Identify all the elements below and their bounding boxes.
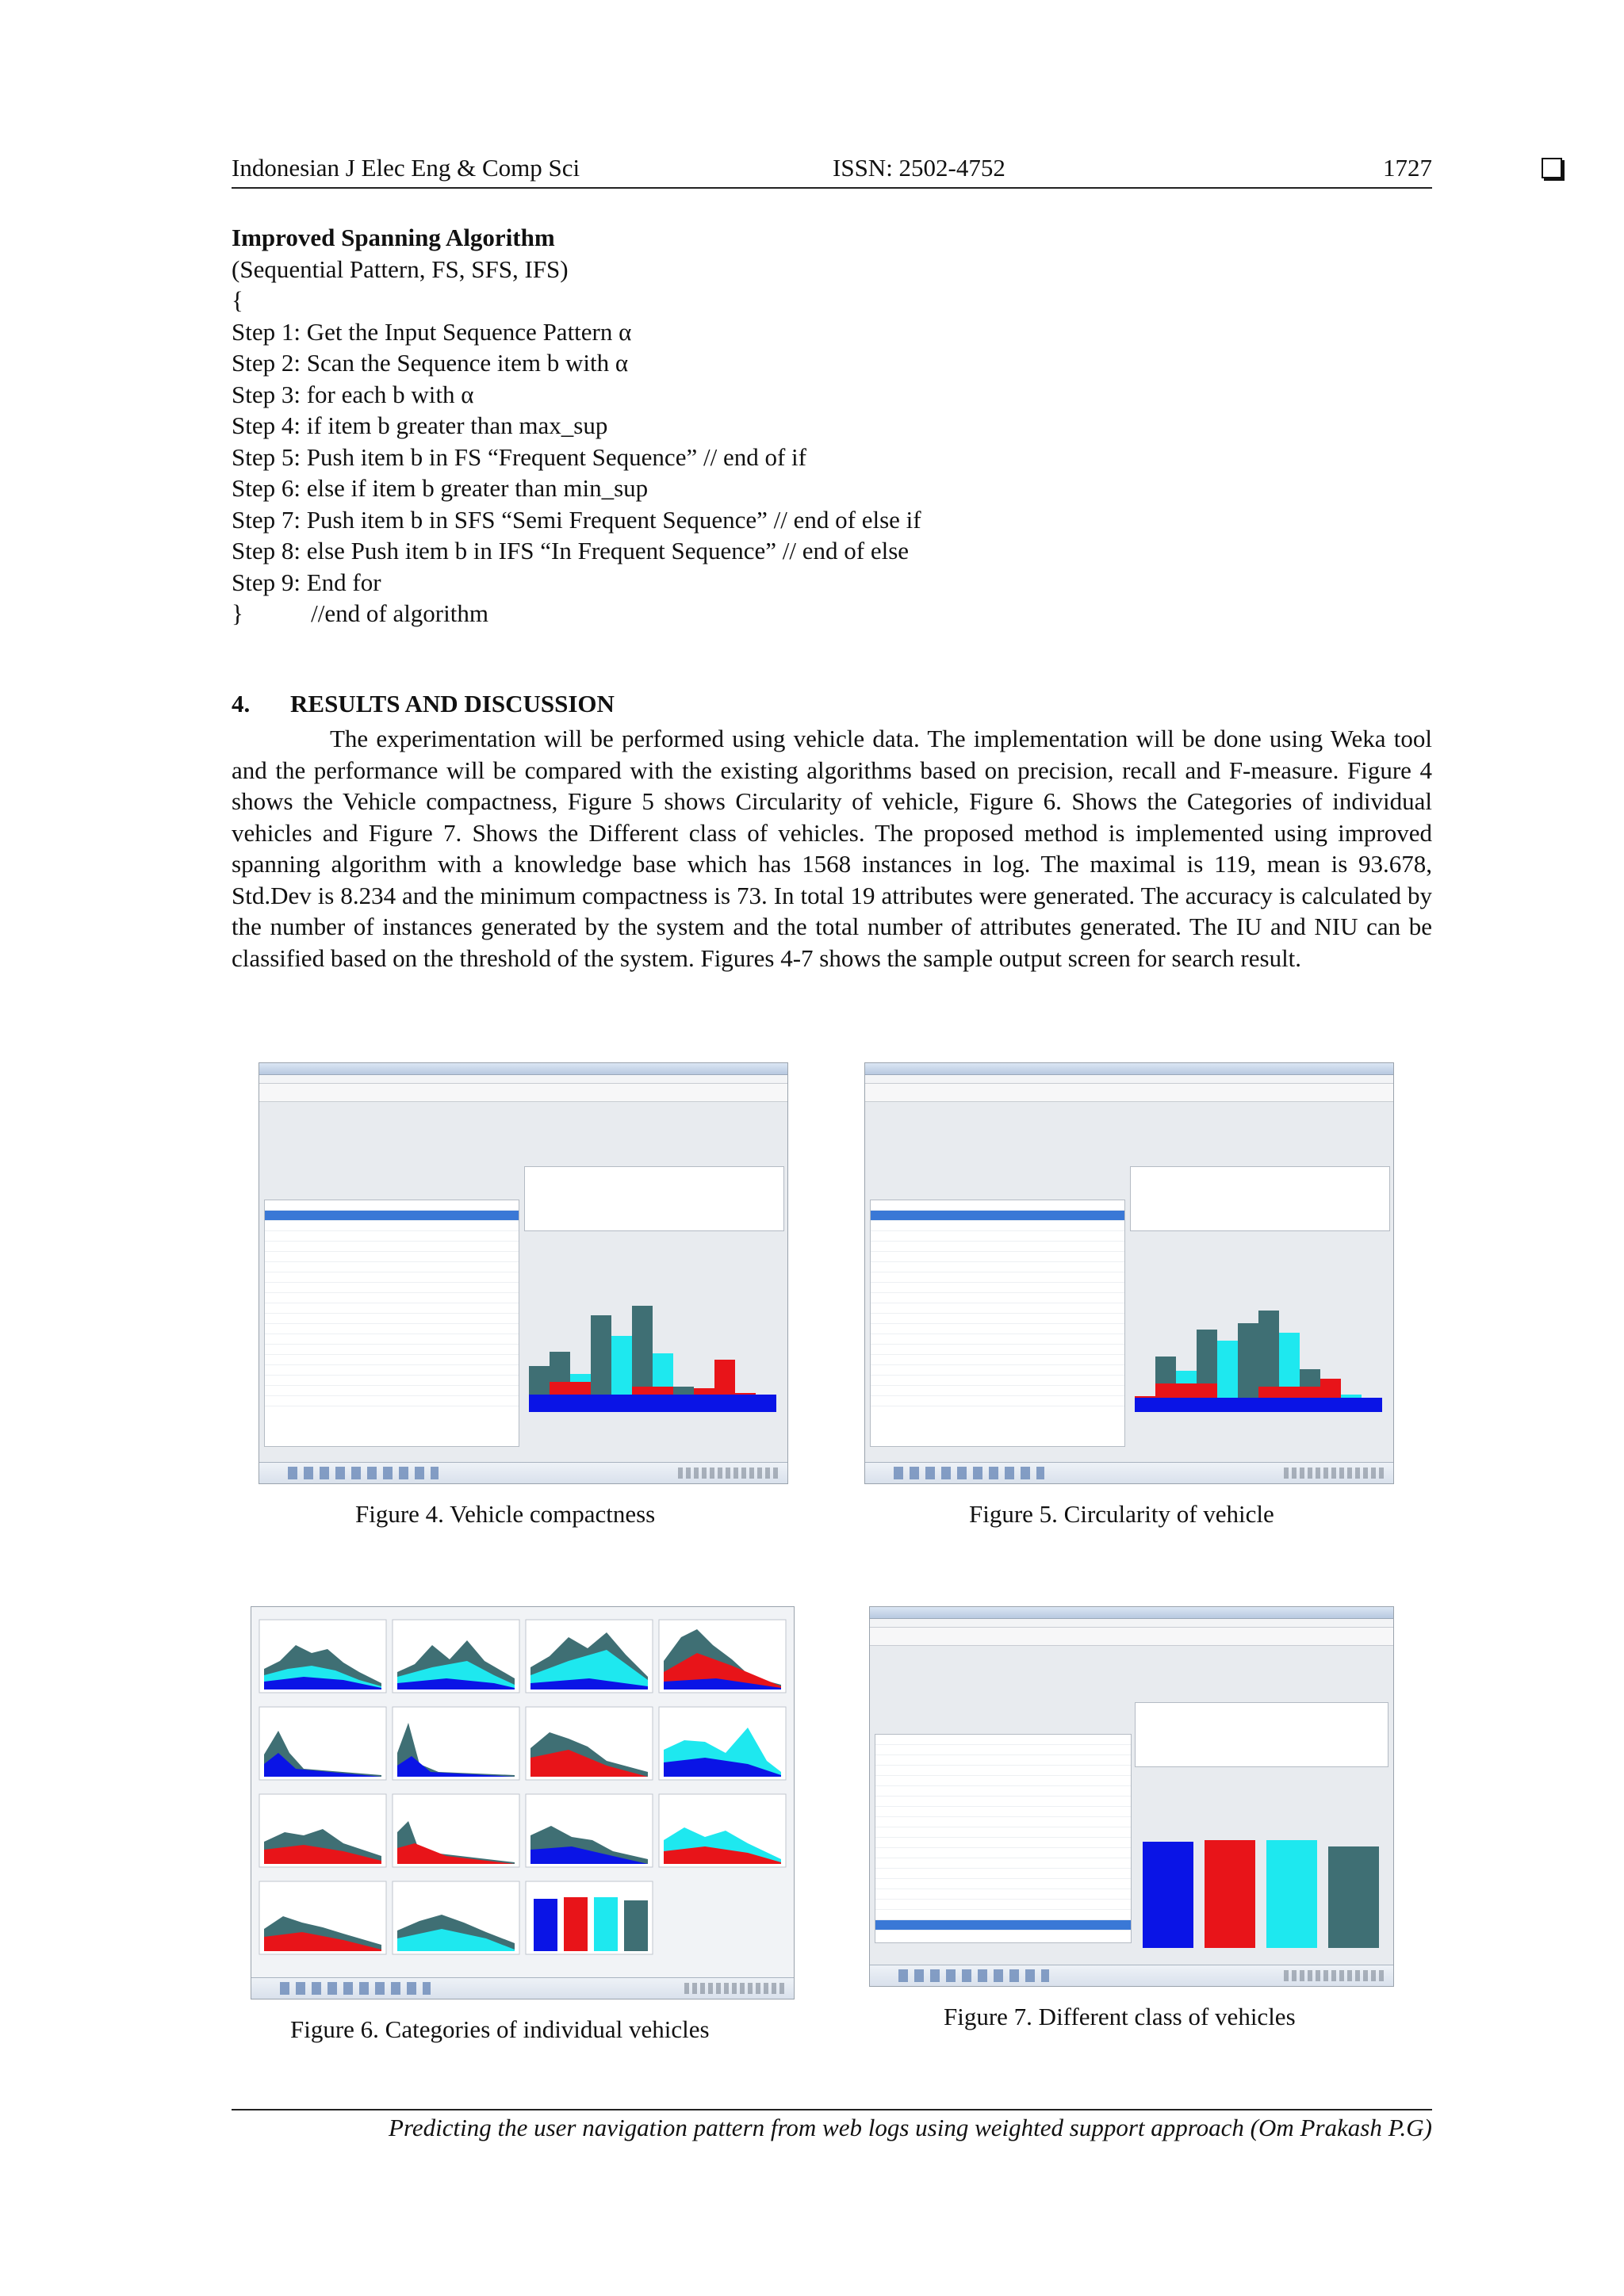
attribute-list [264, 1200, 519, 1447]
section-number: 4. [232, 690, 251, 718]
statistics-panel [524, 1166, 784, 1231]
figure-5-screenshot [864, 1062, 1394, 1484]
figure-6-screenshot [251, 1606, 795, 1999]
algorithm-step: Step 5: Push item b in FS “Frequent Sequence” // end of if [232, 442, 806, 471]
window-toolbar [870, 1628, 1393, 1646]
window-toolbar [259, 1084, 787, 1102]
figure-4-caption: Figure 4. Vehicle compactness [355, 1500, 656, 1528]
class-bar [1266, 1840, 1317, 1948]
algorithm-step: Step 7: Push item b in SFS “Semi Frequent Sequence” // end of else if [232, 505, 921, 534]
running-header [232, 152, 1432, 189]
window-tabs [865, 1075, 1393, 1084]
system-tray [684, 1983, 787, 1994]
results-paragraph: The experimentation will be performed using vehicle data. The implementation will be done using Weka tool and the performance will be compared with the existing algorithms based on precision, recall and F-measure. Figure 4 shows the Vehicle compactness, Figure 5 shows Circularity of vehicle, Figure 6. Shows the Categories of individual vehicles and Figure 7. Shows the Different class of vehicles. The proposed method is implemented using improved spanning algorithm with a knowledge base which has 1568 instances in log. The maximal is 119, mean is 93.678, Std.Dev is 8.234 and the minimum compactness is 73. In total 19 attributes were generated. The accuracy is calculated by the number of instances generated by the system and the total number of attributes generated. The IU and NIU can be classified based on the threshold of the system. Figures 4-7 shows the sample output screen for search result. [232, 725, 1432, 972]
class-histogram [1132, 1301, 1390, 1444]
class-bar [1328, 1846, 1379, 1948]
algorithm-step: Step 4: if item b greater than max_sup [232, 411, 608, 439]
window-tabs [870, 1619, 1393, 1628]
class-distribution-chart [1136, 1813, 1388, 1948]
algorithm-title: Improved Spanning Algorithm [232, 224, 555, 251]
footer-rule [232, 2109, 1432, 2110]
statistics-panel [1135, 1702, 1388, 1767]
system-tray [1284, 1970, 1387, 1981]
algorithm-open-brace: { [232, 286, 243, 314]
window-title-bar [865, 1063, 1393, 1075]
attribute-list [875, 1734, 1132, 1943]
algorithm-signature: (Sequential Pattern, FS, SFS, IFS) [232, 254, 569, 283]
section-title: RESULTS AND DISCUSSION [290, 690, 615, 718]
figure-7-caption: Figure 7. Different class of vehicles [944, 2003, 1296, 2030]
algorithm-step: Step 8: else Push item b in IFS “In Frequent Sequence” // end of else [232, 537, 910, 564]
class-histogram [526, 1301, 784, 1444]
algorithm-close-line: } //end of algorithm [232, 599, 488, 627]
figure-6-caption: Figure 6. Categories of individual vehicles [290, 2015, 710, 2043]
taskbar-icons [288, 1467, 439, 1479]
issn: ISSN: 2502-4752 [833, 154, 1005, 182]
class-bar [624, 1900, 648, 1951]
page-number: 1727 [1383, 154, 1432, 182]
taskbar-icons [898, 1969, 1049, 1982]
taskbar-icons [280, 1982, 431, 1995]
body-paragraph [232, 723, 1432, 974]
taskbar-icons [894, 1467, 1044, 1479]
windows-taskbar [259, 1462, 787, 1483]
class-bar [1205, 1840, 1255, 1948]
histogram-grid [256, 1613, 789, 1975]
figure-4-screenshot [259, 1062, 788, 1484]
figure-7-screenshot [869, 1606, 1394, 1987]
box-glyph-icon [1542, 158, 1562, 178]
system-tray [1284, 1468, 1387, 1479]
algorithm-step: Step 6: else if item b greater than min_sup [232, 474, 649, 502]
attribute-list [870, 1200, 1125, 1447]
windows-taskbar [251, 1977, 794, 1999]
section-heading [232, 690, 615, 718]
system-tray [678, 1468, 781, 1479]
windows-taskbar [870, 1965, 1393, 1986]
algorithm-block [232, 222, 921, 629]
algorithm-step: Step 2: Scan the Sequence item b with α [232, 349, 629, 377]
window-title-bar [259, 1063, 787, 1075]
algorithm-step: Step 1: Get the Input Sequence Pattern α [232, 317, 632, 346]
windows-taskbar [865, 1462, 1393, 1483]
window-title-bar [870, 1607, 1393, 1619]
running-footer: Predicting the user navigation pattern from web logs using weighted support approach (Om Prakash P.G) [389, 2114, 1432, 2141]
class-bar [564, 1897, 588, 1951]
class-bar [1143, 1842, 1193, 1948]
window-tabs [259, 1075, 787, 1084]
figure-5-caption: Figure 5. Circularity of vehicle [969, 1500, 1274, 1528]
class-bar [594, 1897, 618, 1951]
journal-name: Indonesian J Elec Eng & Comp Sci [232, 154, 580, 182]
algorithm-step: Step 9: End for [232, 568, 381, 596]
algorithm-step: Step 3: for each b with α [232, 380, 474, 408]
window-toolbar [865, 1084, 1393, 1102]
class-bar [534, 1899, 557, 1951]
statistics-panel [1130, 1166, 1390, 1231]
